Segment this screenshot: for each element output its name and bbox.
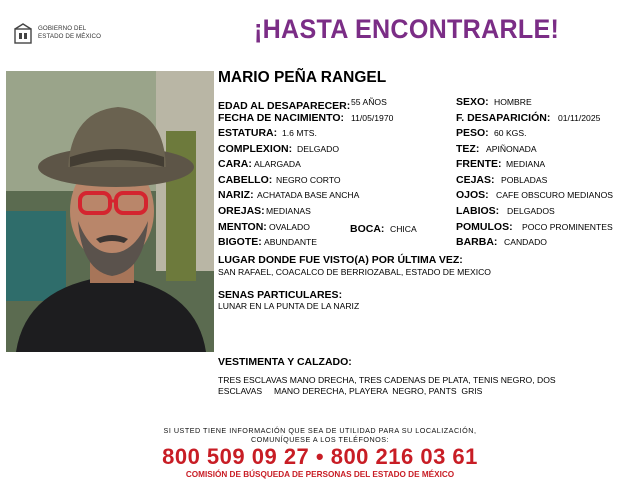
field-label: F. DESAPARICIÓN: — [456, 112, 551, 124]
field-label: OJOS: — [456, 189, 489, 201]
field-value: 55 AÑOS — [351, 97, 387, 107]
person-name: MARIO PEÑA RANGEL — [218, 69, 387, 86]
field-label: EDAD AL DESAPARECER: — [218, 100, 351, 112]
field-label: BOCA: — [350, 223, 385, 235]
field-label: BARBA: — [456, 236, 498, 248]
field-value: 1.6 MTS. — [282, 128, 317, 138]
contact-note-line-1: SI USTED TIENE INFORMACIÓN QUE SEA DE UTILIDAD PARA SU LOCALIZACIÓN, — [163, 426, 477, 435]
field-label: OREJAS: — [218, 205, 265, 217]
clothing-line-1: TRES ESCLAVAS MANO DRECHA, TRES CADENAS DE PLATA, TENIS NEGRO, DOS — [218, 375, 556, 385]
field-value: OVALADO — [269, 222, 310, 232]
field-value: MEDIANA — [506, 159, 546, 169]
field-label: FRENTE: — [456, 158, 502, 170]
last-seen-label: LUGAR DONDE FUE VISTO(A) POR ÚLTIMA VEZ: — [218, 254, 463, 266]
field-value: 11/05/1970 — [351, 113, 394, 123]
field-label: TEZ: — [456, 143, 480, 155]
field-label: COMPLEXION: — [218, 143, 293, 155]
government-logo — [12, 23, 112, 45]
field-value: POBLADAS — [501, 175, 548, 185]
logo-line-1: GOBIERNO DEL — [38, 25, 87, 32]
person-portrait-image — [6, 71, 214, 352]
field-value: NEGRO CORTO — [276, 175, 341, 185]
field-label: BIGOTE: — [218, 236, 262, 248]
marks-value: LUNAR EN LA PUNTA DE LA NARIZ — [218, 301, 360, 311]
field-label: SEXO: — [456, 96, 489, 108]
field-value: POCO PROMINENTES — [522, 222, 613, 232]
field-label: NARIZ: — [218, 189, 254, 201]
field-value: MEDIANAS — [266, 206, 311, 216]
headline: ¡HASTA ENCONTRARLE! — [254, 14, 560, 44]
field-label: CEJAS: — [456, 174, 495, 186]
commission-name: COMISIÓN DE BÚSQUEDA DE PERSONAS DEL ESTADO DE MÉXICO — [185, 470, 455, 479]
field-label: POMULOS: — [456, 221, 513, 233]
missing-person-photo — [6, 71, 214, 352]
field-value: CAFE OBSCURO MEDIANOS — [496, 190, 613, 200]
field-label: CARA: — [218, 158, 252, 170]
phone-numbers[interactable]: 800 509 09 27 • 800 216 03 61 — [162, 444, 478, 469]
field-label: FECHA DE NACIMIENTO: — [218, 112, 344, 124]
field-label: LABIOS: — [456, 205, 500, 217]
logo-line-2: ESTADO DE MÉXICO — [38, 33, 102, 40]
clothing-line-2: ESCLAVAS MANO DERECHA, PLAYERA NEGRO, PANTS GRIS — [218, 386, 483, 396]
last-seen-value: SAN RAFAEL, COACALCO DE BERRIOZABAL, ESTADO DE MEXICO — [218, 267, 491, 277]
contact-note-line-2: COMUNÍQUESE A LOS TELÉFONOS: — [250, 435, 390, 444]
clothing-label: VESTIMENTA Y CALZADO: — [218, 356, 352, 368]
field-label: CABELLO: — [218, 174, 273, 186]
field-label: ESTATURA: — [218, 127, 278, 139]
field-value: ACHATADA BASE ANCHA — [257, 190, 360, 200]
field-value: 60 KGS. — [494, 128, 527, 138]
field-value: ALARGADA — [254, 159, 301, 169]
marks-label: SENAS PARTICULARES: — [218, 289, 343, 301]
field-value: ABUNDANTE — [264, 237, 318, 247]
field-value: DELGADOS — [507, 206, 555, 216]
field-value: HOMBRE — [494, 97, 532, 107]
coat-of-arms-icon — [12, 23, 34, 45]
field-value: DELGADO — [297, 144, 340, 154]
logo-text — [38, 25, 101, 41]
field-value: CANDADO — [504, 237, 547, 247]
field-value: CHICA — [390, 224, 417, 234]
field-label: MENTON: — [218, 221, 267, 233]
field-value: APIÑONADA — [486, 144, 537, 154]
field-label: PESO: — [456, 127, 489, 139]
field-value: 01/11/2025 — [558, 113, 601, 123]
